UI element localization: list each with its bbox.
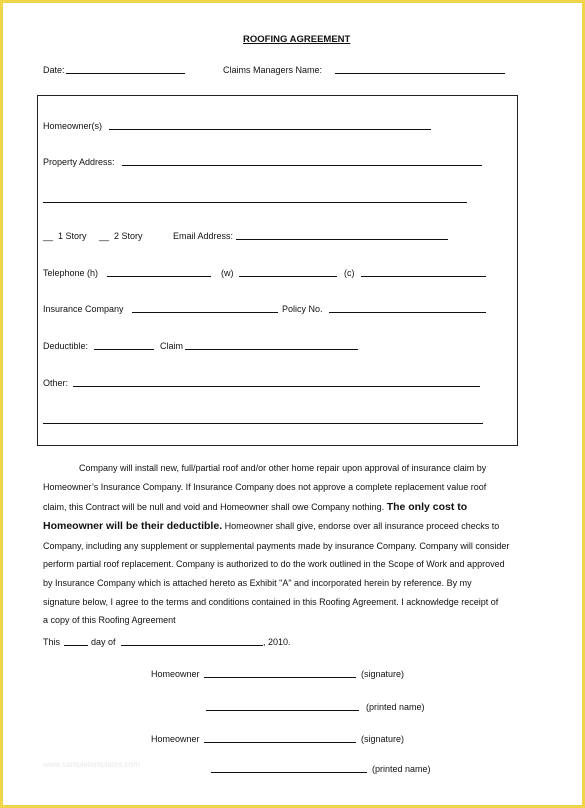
property-address-field[interactable] (122, 165, 482, 166)
homeowners-label: Homeowner(s) (43, 121, 103, 131)
agreement-line-7: by Insurance Company which is attached hereto as Exhibit "A" and incorporated herein by reference. By my (43, 578, 472, 588)
agreement-line-6: perform partial roof replacement. Company is authorized to do the work outlined in the Scope of Work and approved (43, 559, 505, 569)
property-address-field-2[interactable] (43, 202, 467, 203)
property-address-label: Property Address: (43, 157, 115, 167)
claims-manager-field[interactable] (335, 73, 505, 74)
watermark: www.sampletemplates.com (43, 760, 140, 769)
printed-name-field-1[interactable] (206, 710, 359, 711)
document-title: ROOFING AGREEMENT (243, 34, 351, 45)
signature-caption-2: (signature) (361, 734, 405, 744)
homeowner-label-1: Homeowner (151, 669, 200, 679)
year-label: , 2010. (263, 637, 291, 647)
telephone-cell-field[interactable] (361, 276, 486, 277)
day-field[interactable] (64, 645, 88, 646)
policy-number-field[interactable] (329, 312, 486, 313)
document-page (3, 3, 582, 805)
printed-name-caption-1: (printed name) (366, 702, 425, 712)
date-label: Date: (43, 65, 65, 75)
telephone-work-label: (w) (221, 268, 234, 278)
one-story-label: 1 Story (58, 231, 87, 241)
homeowner-label-2: Homeowner (151, 734, 200, 744)
month-field[interactable] (121, 645, 263, 646)
telephone-work-field[interactable] (239, 276, 337, 277)
agreement-line-5: Company, including any supplement or supplemental payments made by insurance Company. Company will consider (43, 541, 510, 551)
deductible-field[interactable] (94, 349, 154, 350)
claim-field[interactable] (185, 349, 358, 350)
agreement-line-2: Homeowner’s Insurance Company. If Insurance Company does not approve a complete replacement value roof (43, 482, 487, 492)
claim-label: Claim (160, 341, 184, 351)
email-field[interactable] (236, 239, 448, 240)
two-story-checkbox[interactable]: __ (99, 231, 110, 241)
agreement-line-3 (43, 502, 467, 513)
agreement-line-8: signature below, I agree to the terms and conditions contained in this Roofing Agreement. I acknowledge receipt of (43, 597, 499, 607)
other-field[interactable] (73, 386, 480, 387)
agreement-line-3-text: claim, this Contract will be null and void and Homeowner shall owe Company nothing. (43, 502, 387, 512)
homeowners-field[interactable] (109, 129, 431, 130)
telephone-label: Telephone (h) (43, 268, 99, 278)
two-story-label: 2 Story (114, 231, 143, 241)
insurance-company-field[interactable] (132, 312, 278, 313)
signature-field-2[interactable] (204, 742, 356, 743)
printed-name-caption-2: (printed name) (372, 764, 431, 774)
signature-caption-1: (signature) (361, 669, 405, 679)
agreement-line-1: Company will install new, full/partial roof and/or other home repair upon approval of insurance claim by (79, 463, 487, 473)
other-field-2[interactable] (43, 423, 483, 424)
agreement-emphasis-1: The only cost to (386, 501, 468, 513)
signature-field-1[interactable] (204, 677, 356, 678)
one-story-checkbox[interactable]: __ (43, 231, 54, 241)
agreement-line-9: a copy of this Roofing Agreement (43, 615, 176, 625)
agreement-line-4-text: Homeowner shall give, endorse over all insurance proceed checks to (222, 521, 500, 531)
this-label: This (43, 637, 61, 647)
other-label: Other: (43, 378, 69, 388)
insurance-company-label: Insurance Company (43, 304, 124, 314)
day-of-label: day of (91, 637, 116, 647)
claims-manager-label: Claims Managers Name: (223, 65, 323, 75)
telephone-cell-label: (c) (344, 268, 355, 278)
telephone-home-field[interactable] (107, 276, 211, 277)
printed-name-field-2[interactable] (211, 772, 367, 773)
deductible-label: Deductible: (43, 341, 89, 351)
homeowner-info-box (37, 95, 518, 446)
agreement-line-4 (43, 521, 499, 532)
agreement-emphasis-2: Homeowner will be their deductible. (43, 520, 223, 532)
date-field[interactable] (66, 73, 185, 74)
policy-number-label: Policy No. (282, 304, 323, 314)
email-label: Email Address: (173, 231, 234, 241)
